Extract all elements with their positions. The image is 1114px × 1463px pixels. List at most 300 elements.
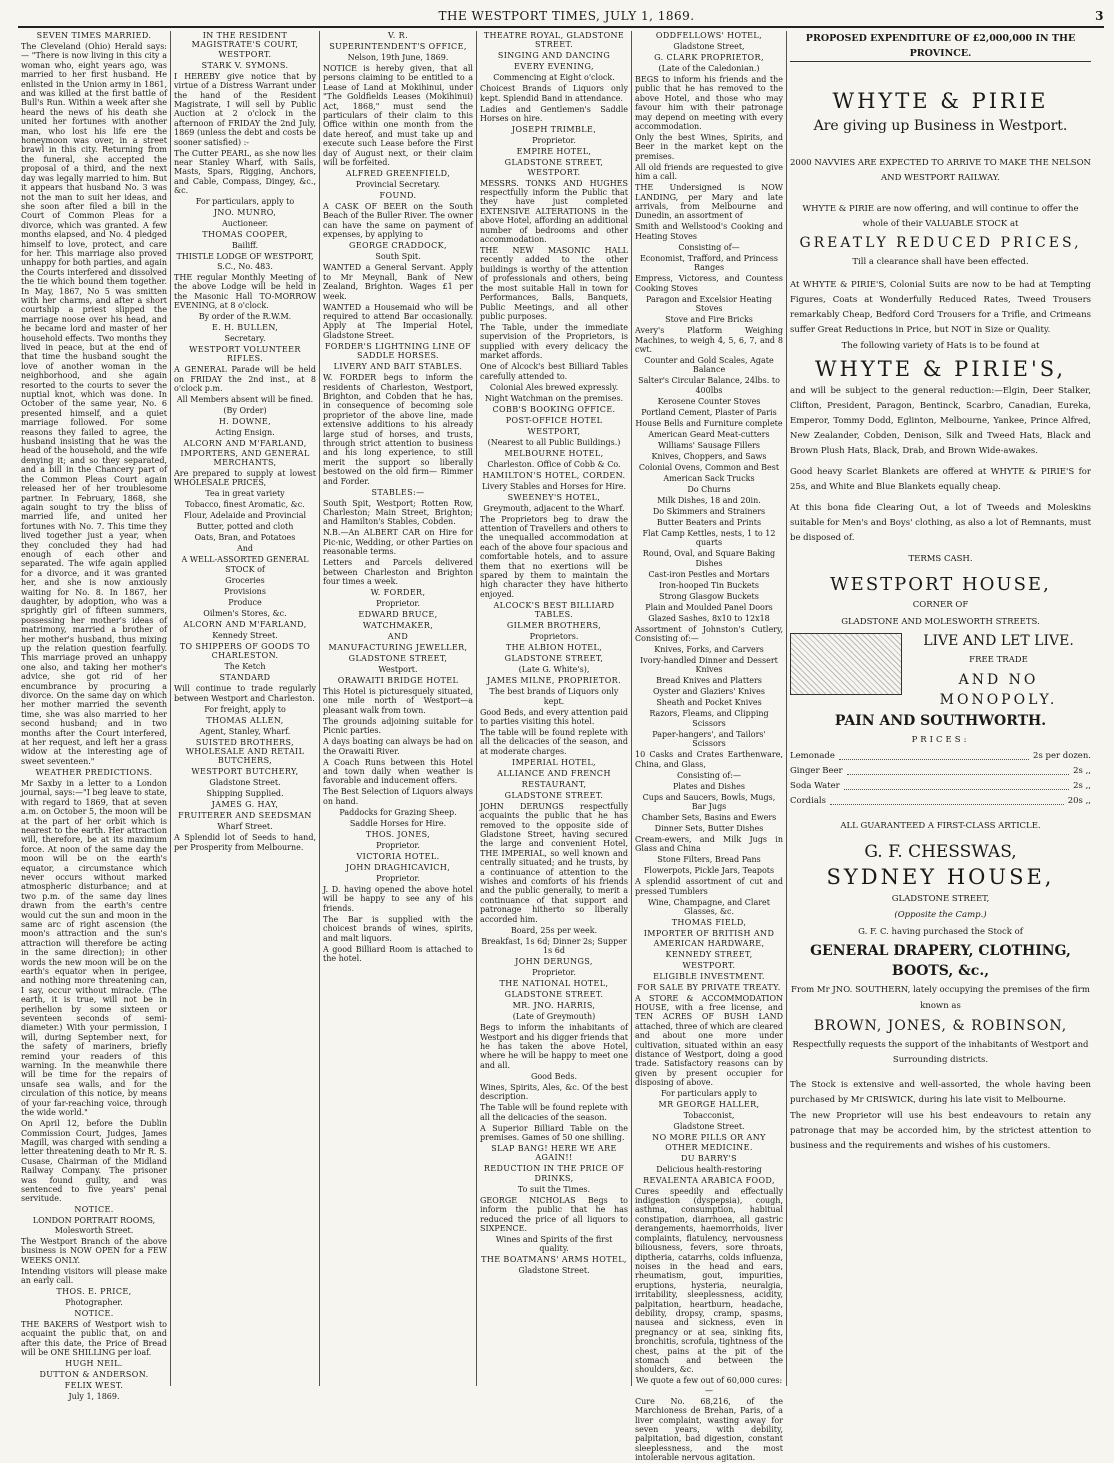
- col2-text-block: A Splendid lot of Seeds to hand, per Prosperity from Melbourne.: [174, 833, 316, 852]
- price-item: Lemonade: [790, 751, 835, 762]
- new-proprietor-text: The new Proprietor will use his best endeavours to retain any patronage that may be accorded him, by the strictest attention to business and the requirements and wishes of his customers.: [790, 1111, 1091, 1152]
- col2-text-block: STANDARD: [219, 673, 271, 683]
- col5-text-block: Economist, Trafford, and Princess Ranges: [639, 253, 779, 273]
- col4-text-block: THEATRE ROYAL, GLADSTONE STREET.: [483, 31, 625, 50]
- col5-text-block: Only the best Wines, Spirits, and Beer in the market kept on the premises.: [635, 133, 783, 161]
- col4-text-block: HAMILTON'S HOTEL, CORDEN.: [482, 470, 626, 480]
- col3-text-block: EDWARD BRUCE,: [358, 610, 438, 620]
- col4-text-block: Good Beds.: [530, 1071, 578, 1081]
- col2-text-block: THE regular Monthly Meeting of the above Lodge will be held in the Masonic Hall TO-MORROW EVENING, at 8 o'clock.: [174, 272, 316, 310]
- col4-text-block: COBB'S BOOKING OFFICE.: [492, 404, 616, 414]
- col3-text-block: A Coach Runs between this Hotel and town daily when weather is favorable and inducement offers.: [323, 757, 473, 786]
- col2-text-block: Groceries: [225, 575, 265, 585]
- hat-list: and will be subject to the general reduction:—Elgin, Deer Stalker, Clifton, President, Paragon, Bentinck, Scarbro, Canadian, Eureka, Emperor, Tommy Dodd, Eglinton, Melbourne, Yankee, Prince Alfred, New Zealander, Cobden, Denison, Silk and Tweed Hats, Black and Brown Plush Hats, Black, Drab, and Brown Wide-awakes.: [790, 385, 1091, 456]
- whyte-pirie-title: WHYTE & PIRIE: [832, 89, 1049, 113]
- column-3: [320, 31, 477, 1386]
- col3-text-block: Paddocks for Grazing Sheep.: [339, 807, 457, 817]
- col4-text-block: Commencing at Eight o'clock.: [493, 73, 615, 83]
- blankets-text: Good heavy Scarlet Blankets are offered at WHYTE & PIRIE'S for 25s, and White and Blue Blankets equally cheap.: [790, 466, 1091, 492]
- col4-text-block: Begs to inform the inhabitants of Westport and his digger friends that he has taken the above Hotel, where he will be happy to meet one and all.: [480, 1023, 628, 1070]
- col5-text-block: KENNEDY STREET,: [665, 949, 753, 959]
- col1-text-block: NOTICE.: [74, 1205, 114, 1215]
- col4-text-block: GLADSTONE STREET, WESTPORT.: [504, 158, 604, 177]
- requests-support: Respectfully requests the support of the inhabitants of Westport and Surrounding districts.: [792, 1039, 1089, 1065]
- col5-text-block: MR GEORGE HALLER,: [658, 1100, 760, 1110]
- col5-text-block: FOR SALE BY PRIVATE TREATY.: [637, 982, 781, 992]
- col5-text-block: BEGS to inform his friends and the public that he has removed to the above Hotel, and those who may favour him with their patronage may depend on meeting with every accommodation.: [635, 75, 783, 132]
- col3-text-block: The Bar is supplied with the choicest brands of wines, spirits, and malt liquors.: [323, 914, 473, 943]
- col4-text-block: POST-OFFICE HOTEL: [505, 415, 603, 425]
- col5-text-block: Counter and Gold Scales, Agate Balance: [644, 355, 774, 375]
- col1-text-block: On April 12, before the Dublin Commission Court, Judges, James Magill, was charged with sending a letter threatening death to Mr R. S. Cusase, Chairman of the Midland Railway Company. The prisoner was found guilty, and was sentenced to five years' penal servitude.: [21, 1119, 167, 1204]
- col4-text-block: The Proprietors beg to draw the attention of Travellers and others to the unequalled accommodation at each of the above four spacious and comfortable hotels, and to assure them that no exertions will be spared by them to maintain the high character they have hitherto enjoyed.: [480, 514, 628, 599]
- terms-cash: TERMS CASH.: [908, 553, 973, 564]
- col4-text-block: To suit the Times.: [517, 1184, 591, 1194]
- col3-text-block: N.B.—An ALBERT CAR on Hire for Pic-nic, Wedding, or other Parties on reasonable terms.: [323, 528, 473, 557]
- col4-text-block: Colonial Ales brewed expressly.: [489, 382, 619, 392]
- col4-text-block: Breakfast, 1s 6d; Dinner 2s; Supper 1s 6d: [481, 936, 627, 956]
- clearing-text: At this bona fide Clearing Out, a lot of Tweeds and Moleskins suitable for Men's and Boys' clothing, as also a lot of Remnants, must be disposed of.: [790, 502, 1091, 543]
- col5-text-block: DU BARRY'S: [680, 1153, 738, 1163]
- col4-text-block: Greymouth, adjacent to the Wharf.: [483, 503, 625, 513]
- col5-text-block: Knives, Forks, and Carvers: [654, 644, 764, 654]
- col5-text-block: Sheath and Pocket Knives: [656, 698, 762, 708]
- col3-text-block: ALFRED GREENFIELD,: [345, 169, 451, 179]
- col4-text-block: Livery Stables and Horses for Hire.: [481, 481, 626, 491]
- price-value: 2s ,,: [1073, 766, 1091, 777]
- guaranteed-text: ALL GUARANTEED A FIRST-CLASS ARTICLE.: [840, 821, 1041, 832]
- col4-text-block: The best brands of Liquors only kept.: [489, 687, 619, 706]
- hats-intro: The following variety of Hats is to be found at: [841, 341, 1040, 352]
- col2-text-block: And: [236, 544, 254, 554]
- col4-text-block: SLAP BANG! HERE WE ARE AGAIN!!: [491, 1143, 617, 1163]
- col5-text-block: Cure No. 68,216, of the Marchioness de Brehan, Paris, of a liver complaint, wasting away for seven years, with debility, palpitation, bad digestion, constant sleeplessness, and the most intolerable nervous agitation.: [635, 1396, 783, 1463]
- col4-text-block: RESTAURANT,: [521, 779, 587, 789]
- col2-text-block: Secretary.: [224, 333, 266, 343]
- col4-text-block: Good Beds, and every attention paid to parties visiting this hotel.: [480, 707, 629, 726]
- col1-text-block: FELIX WEST.: [64, 1381, 124, 1391]
- col4-text-block: THE BOATMANS' ARMS HOTEL,: [481, 1255, 627, 1265]
- price-row: [790, 779, 1091, 794]
- col3-text-block: FOUND.: [379, 191, 417, 201]
- col3-text-block: MANUFACTURING JEWELLER,: [328, 643, 468, 653]
- col3-text-block: V. R.: [387, 31, 409, 40]
- leader-dots: [839, 749, 1029, 760]
- col2-text-block: STARK V. SYMONS.: [201, 60, 289, 70]
- col5-text-block: Gladstone Street,: [673, 42, 745, 51]
- col5-text-block: All old friends are requested to give him a call.: [635, 162, 783, 182]
- col2-text-block: Tea in great variety: [205, 489, 285, 499]
- col1-text-block: Intending visitors will please make an early call.: [21, 1266, 167, 1285]
- col3-text-block: Proprietor.: [376, 873, 420, 883]
- offer-text: WHYTE & PIRIE are now offering, and will continue to offer the whole of their VALUABLE STOCK at: [802, 203, 1079, 229]
- clearance-text: Till a clearance shall have been effected.: [852, 256, 1029, 267]
- col5-text-block: Cream-ewers, and Milk Jugs in Glass and China: [635, 834, 783, 854]
- col5-text-block: Glazed Sashes, 8x10 to 12x18: [648, 613, 770, 623]
- col2-text-block: All Members absent will be fined.: [176, 395, 314, 405]
- known-as: known as: [920, 1001, 961, 1012]
- col5-text-block: House Bells and Furniture complete: [635, 418, 783, 428]
- col1-text-block: LONDON PORTRAIT ROOMS, Molesworth Street.: [32, 1216, 156, 1235]
- col4-text-block: GILMER BROTHERS,: [506, 621, 602, 631]
- col3-text-block: Letters and Parcels delivered between Charleston and Brighton four times a week.: [323, 558, 473, 587]
- col2-text-block: The Cutter PEARL, as she now lies near Stanley Wharf, with Sails, Masts, Spars, Rigging, Anchors, and Cable, Compass, Dingey, &c., &c.: [174, 148, 316, 196]
- purchased-text: G. F. C. having purchased the Stock of: [858, 926, 1023, 937]
- col5-text-block: 10 Casks and Crates Earthenware, China, and Glass,: [635, 750, 783, 769]
- col4-text-block: THE NATIONAL HOTEL,: [499, 979, 609, 989]
- col4-text-block: Gladstone Street.: [518, 1266, 590, 1276]
- col1-text-block: The Westport Branch of the above business is NOW OPEN for a FEW WEEKS ONLY.: [21, 1236, 167, 1265]
- col1-text-block: WEATHER PREDICTIONS.: [35, 767, 153, 777]
- col2-text-block: (By Order): [223, 406, 267, 416]
- col4-text-block: JAMES MILNE, PROPRIETOR.: [486, 676, 622, 686]
- col3-text-block: VICTORIA HOTEL.: [356, 851, 440, 861]
- free-trade: FREE TRADE: [969, 654, 1028, 665]
- col5-text-block: WESTPORT.: [682, 960, 736, 970]
- col2-text-block: A WELL-ASSORTED GENERAL STOCK of: [181, 555, 309, 574]
- live-let-live: LIVE AND LET LIVE.: [923, 633, 1074, 650]
- col5-text-block: Colonial Ovens, Common and Best: [638, 462, 780, 472]
- col3-text-block: SUPERINTENDENT'S OFFICE,: [329, 42, 467, 51]
- col4-text-block: GLADSTONE STREET,: [504, 654, 604, 664]
- col3-text-block: Westport.: [378, 665, 418, 675]
- col1-text-block: NOTICE.: [74, 1308, 114, 1318]
- westport-house-title: WESTPORT HOUSE,: [830, 573, 1051, 595]
- col5-text-block: Dinner Sets, Butter Dishes: [654, 823, 764, 833]
- gladstone-street: GLADSTONE STREET,: [891, 893, 990, 904]
- col4-text-block: (Late of Greymouth): [512, 1012, 596, 1022]
- pain-southworth-title: PAIN AND SOUTHWORTH.: [834, 713, 1047, 730]
- col3-text-block: THOS. JONES,: [365, 829, 431, 839]
- col2-text-block: THOMAS ALLEN,: [206, 715, 284, 725]
- col3-text-block: Proprietor.: [376, 840, 420, 850]
- col5-text-block: Round, Oval, and Square Baking Dishes: [642, 549, 776, 568]
- col2-text-block: Tobacco, finest Aromatic, &c.: [185, 500, 305, 510]
- col3-text-block: A days boating can always be had on the Orawaiti River.: [323, 737, 473, 756]
- col4-text-block: MELBOURNE HOTEL,: [504, 448, 604, 458]
- col4-text-block: (Late G. White's),: [518, 665, 590, 675]
- reduced-prices: GREATLY REDUCED PRICES,: [799, 235, 1082, 252]
- col3-text-block: GLADSTONE STREET,: [348, 654, 448, 664]
- col4-text-block: Proprietor.: [532, 968, 576, 978]
- col2-text-block: IN THE RESIDENT MAGISTRATE'S COURT, WESTPORT.: [191, 31, 299, 59]
- col3-text-block: WATCHMAKER,: [362, 621, 434, 631]
- price-list: [790, 749, 1091, 809]
- col1-text-block: July 1, 1869.: [68, 1392, 120, 1402]
- col5-text-block: Consisting of—: [678, 242, 740, 252]
- col5-text-block: Smith and Wellstood's Cooking and Heating Stoves: [635, 222, 783, 241]
- col2-text-block: Acting Ensign.: [215, 428, 275, 438]
- col4-text-block: One of Alcock's best Billiard Tables carefully attended to.: [480, 362, 628, 381]
- leader-dots: [844, 779, 1069, 790]
- colonial-suits-text: At WHYTE & PIRIE'S, Colonial Suits are now to be had at Tempting Figures, Coats at Wonderfully Reduced Rates, Tweed Trousers remarkably Cheap, Bedford Cord Trousers for a Trifle, and Crimeans suffer Great Reductions in Price, but NOT in Size or Quality.: [790, 279, 1091, 335]
- col2-text-block: Shipping Supplied.: [206, 789, 284, 799]
- col2-text-block: SUISTED BROTHERS, WHOLESALE AND RETAIL BUTCHERS,: [185, 737, 305, 766]
- column-2: [171, 31, 320, 1386]
- column-4: [477, 31, 632, 1386]
- col4-text-block: JOHN DERUNGS,: [515, 957, 593, 967]
- col4-text-block: Wines, Spirits, Ales, &c. Of the best description.: [480, 1082, 628, 1102]
- col3-text-block: Saddle Horses for Hire.: [349, 818, 447, 828]
- col4-text-block: (Nearest to all Public Buildings.): [487, 437, 621, 447]
- page-number: 3: [1095, 9, 1104, 23]
- col3-text-block: Proprietor.: [376, 599, 420, 609]
- col5-text-block: Stone Filters, Bread Pans: [657, 855, 761, 865]
- col4-text-block: Proprietor.: [532, 136, 576, 146]
- col1-text-block: Mr Saxby in a letter to a London journal, says:—"I beg leave to state, with regard to 1869, that at seven a.m. on October 5, the moon will be at the part of her orbit which is nearest to the earth. Her attraction will, therefore, be at its maximum force. At noon of the same day the moon will be on the earth's equator, a circumstance which never occurs without marked atmospheric disturbance; and at two p.m. of the same day lines drawn from the earth's centre would cut the sun and moon in the same arc of right ascension (the moon's attraction and the sun's attraction will therefore be acting in the same direction); in other words the new moon will be on the earth's equator when in perigee, and nothing more threatening can, I say, occur without miracle. (The earth, it is true, will not be in perihelion by some sixteen or seventeen seconds of semi-diameter.) With your permission, I will, during September next, for the safety of mariners, briefly remind your readers of this warning. In the meanwhile there will be time for the repairs of unsafe sea walls, and for the circulation of this notice, by means of your far-reaching voice, through the wide world.": [21, 778, 167, 1118]
- col4-text-block: MESSRS. TONKS AND HUGHES respectfully inform the Public that they have just completed EXTENSIVE ALTERATIONS in the above Hotel, affording an additional number of bedrooms and other accommodation.: [480, 178, 628, 245]
- col4-text-block: Night Watchman on the premises.: [484, 393, 624, 403]
- col3-text-block: South Spit, Westport; Rotten Row, Charleston; Main Street, Brighton; and Hamilton's Stables, Cobden.: [323, 498, 473, 527]
- col2-text-block: Wharf Street.: [217, 822, 273, 832]
- col5-text-block: REVALENTA ARABICA FOOD,: [643, 1175, 775, 1185]
- col3-text-block: LIVERY AND BAIT STABLES.: [333, 362, 463, 372]
- price-row: [790, 749, 1091, 764]
- masthead: [18, 6, 1104, 28]
- col4-text-block: SINGING AND DANCING: [497, 51, 611, 61]
- col2-text-block: Flour, Adelaide and Provincial: [183, 511, 307, 521]
- price-row: [790, 764, 1091, 779]
- col4-text-block: Proprietors.: [529, 632, 579, 642]
- col5-text-block: Knives, Choppers, and Saws: [651, 451, 767, 461]
- col2-text-block: Agent, Stanley, Wharf.: [199, 726, 291, 736]
- col3-text-block: NOTICE is hereby given, that all persons claiming to be entitled to a Lease of Land at Mokihinui, under "The Goldfields Leases (Mokihinui) Act, 1868," must send the particulars of their claim to this Office within one month from the date hereof, and must take up and execute such Lease before the First day of August next, or their claim will be forfeited.: [323, 64, 473, 168]
- col4-text-block: SWEENEY'S HOTEL,: [507, 492, 601, 502]
- col2-text-block: Will continue to trade regularly between Westport and Charleston.: [174, 684, 316, 703]
- col2-text-block: Oilmen's Stores, &c.: [203, 608, 287, 618]
- col4-text-block: JOSEPH TRIMBLE,: [511, 125, 597, 135]
- col5-text-block: Assortment of Johnston's Cutlery, Consisting of:—: [635, 624, 783, 643]
- prices-heading: PRICES:: [911, 734, 970, 745]
- col4-text-block: Ladies and Gentlemen's Saddle Horses on hire.: [480, 104, 628, 124]
- col3-text-block: A good Billiard Room is attached to the hotel.: [323, 944, 473, 963]
- col2-text-block: By order of the R.W.M.: [198, 311, 292, 321]
- col5-text-block: Ivory-handled Dinner and Dessert Knives: [640, 655, 778, 675]
- col5-text-block: A splendid assortment of cut and pressed Tumblers: [635, 877, 783, 896]
- col3-text-block: J. D. having opened the above hotel will be happy to see any of his friends.: [323, 884, 473, 913]
- leader-dots: [847, 764, 1070, 775]
- col5-text-block: THOMAS FIELD,: [671, 918, 747, 928]
- col5-text-block: THE Undersigned is NOW LANDING, per Mary and late arrivals, from Melbourne and Dunedin, an assortment of: [635, 183, 783, 221]
- col2-text-block: TO SHIPPERS OF GOODS TO CHARLESTON.: [179, 641, 311, 661]
- col1-text-block: SEVEN TIMES MARRIED.: [36, 31, 152, 40]
- col5-text-block: ODDFELLOWS' HOTEL,: [655, 31, 763, 40]
- price-value: 20s ,,: [1067, 796, 1091, 807]
- col3-text-block: The grounds adjoining suitable for Picnic parties.: [323, 716, 473, 736]
- col4-text-block: EMPIRE HOTEL,: [516, 147, 592, 157]
- navvies-text: 2000 NAVVIES ARE EXPECTED TO ARRIVE TO MAKE THE NELSON AND WESTPORT RAILWAY.: [790, 157, 1091, 183]
- col2-text-block: THOMAS COOPER,: [202, 230, 288, 240]
- col4-text-block: A Superior Billiard Table on the premises. Games of 50 one shilling.: [480, 1123, 628, 1142]
- col5-text-block: Oyster and Glaziers' Knives: [652, 687, 766, 697]
- col2-text-block: Kennedy Street.: [212, 630, 278, 640]
- col5-text-block: Milk Dishes, 18 and 20in.: [657, 495, 761, 505]
- col2-text-block: FRUITERER AND SEEDSMAN: [178, 811, 312, 821]
- columns: [18, 31, 1104, 1463]
- col5-text-block: Cups and Saucers, Bowls, Mugs, Bar Jugs: [642, 792, 776, 811]
- col5-text-block: Chamber Sets, Basins and Ewers: [641, 812, 777, 822]
- col5-text-block: Iron-hooped Tin Buckets: [659, 580, 759, 590]
- col5-text-block: Strong Glasgow Buckets: [659, 591, 759, 601]
- col4-text-block: Charleston. Office of Cobb & Co.: [487, 459, 621, 469]
- col5-text-block: Empress, Victoress, and Countess Cooking Stoves: [635, 274, 783, 293]
- col5-text-block: Williams' Sausage Fillers: [657, 440, 761, 450]
- price-item: Soda Water: [790, 781, 840, 792]
- chesswas-title: G. F. CHESSWAS,: [864, 842, 1017, 863]
- price-value: 2s ,,: [1073, 781, 1091, 792]
- col4-text-block: ALLIANCE AND FRENCH: [497, 768, 611, 778]
- col3-text-block: A CASK OF BEER on the South Beach of the Buller River. The owner can have the same on payment of expenses, by applying to: [323, 202, 473, 240]
- col3-text-block: JOHN DRAGHICAVICH,: [345, 862, 451, 872]
- col5-text-block: Butter Beaters and Prints: [656, 517, 762, 527]
- col3-text-block: AND: [387, 632, 409, 642]
- no-monopoly: AND NO MONOPOLY.: [939, 671, 1058, 708]
- col4-text-block: Choicest Brands of Liquors only kept. Splendid Band in attendance.: [480, 84, 628, 103]
- col2-text-block: E. H. BULLEN,: [211, 322, 279, 332]
- col1-text-block: HUGH NEIL.: [65, 1359, 123, 1369]
- col5-text-block: Salter's Circular Balance, 24lbs. to 400lbs: [638, 376, 780, 395]
- general-drapery: GENERAL DRAPERY, CLOTHING, BOOTS, &c.,: [810, 943, 1071, 980]
- whyte-pirie-title-2: WHYTE & PIRIE'S,: [814, 356, 1067, 381]
- opposite-camp: (Opposite the Camp.): [894, 910, 987, 921]
- col5-text-block: Flat Camp Kettles, nests, 1 to 12 quarts: [642, 528, 776, 548]
- col5-text-block: NO MORE PILLS OR ANY OTHER MEDICINE.: [652, 1133, 766, 1152]
- col2-text-block: ALCORN AND M'FARLAND,: [183, 619, 307, 629]
- col4-text-block: Wines and Spirits of the first quality.: [495, 1234, 613, 1254]
- corner-of: CORNER OF: [912, 600, 969, 611]
- col1-text-block: Photographer.: [65, 1297, 123, 1307]
- col1-text-block: The Cleveland (Ohio) Herald says:— "There is now living in this city a woman who, eight years ago, was married to her first husband. He enlisted in the Union army in 1861, and was killed at the first battle of Bull's Run. Within a week after she heard the news of his death she united her fortunes with another man, who lost his life ere the honeymoon was over, in a street brawl in this city. Returning from the funeral, she accepted the proposal of a third, and the next day was legally married to him. But it appears that husband No. 3 was not the man to suit her ideas, and she soon after filed a bill in the Court of Common Pleas for a divorce, which was granted. A few months elapsed, and No. 4 pledged himself to love, protect, and care for her. This marriage also proved unhappy for both parties, and again the Courts interfered and dissolved the tie which bound them together. In May, 1867, No 5 was smitten with her charms, and after a short courtship a priest slipped the marriage noose over his head, and he became lord and master of her household effects. Two months they lived in peace, but at the end of that time the husband sought the love of another woman in the neighborhood, and she again resorted to the courts to sever the nuptial knot, which was done. In October of the same year, No. 6 presented himself, and a quiet marriage followed. For some reasons they failed to agree, the husband insisting that he was the head of the household, and the wife denying it; and so they separated, and a bill in the Chancery part of the Common Pleas Court again released her of her troublesome partner. In February, 1868, she again sought to try the bliss of married life, and united her fortunes with No. 7. This time they lived together just a year, when they concluded they had had enough of each other and separated. The wife again applied for a divorce, and it was granted her, and she is now anxiously waiting for No. 8. In 1867, her daughter, by adoption, who was a sprightly girl of fifteen summers, possessing her mother's ideas of matrimony, married a brother of her mother's husband, thus mixing up the relation question fearfully. This marriage proved an unhappy one also, and taking her mother's advice, she got rid of her encumbrance by procuring a divorce. On the same day on which her mother married the seventh time, she was also married to her second husband; and in two months after the Court interfered, at her request, and left her a grass widow at the interesting age of sweet seventeen.": [21, 42, 167, 766]
- col2-text-block: For particulars, apply to: [195, 197, 295, 207]
- expenditure-banner: PROPOSED EXPENDITURE OF £2,000,000 IN THE PROVINCE.: [790, 31, 1091, 62]
- col3-text-block: GEORGE CRADDOCK,: [349, 241, 447, 251]
- col5-text-block: G. CLARK PROPRIETOR,: [654, 53, 764, 62]
- col2-text-block: Provisions: [224, 586, 266, 596]
- col4-text-block: Board, 25s per week.: [510, 925, 598, 935]
- col3-text-block: FORDER'S LIGHTNING LINE OF SADDLE HORSES.: [324, 341, 472, 361]
- masthead-title: THE WESTPORT TIMES, JULY 1, 1869.: [438, 9, 695, 23]
- col4-text-block: MR. JNO. HARRIS,: [512, 1001, 596, 1011]
- col5-text-block: For particulars apply to: [661, 1089, 757, 1099]
- col2-text-block: Bailiff.: [231, 241, 259, 251]
- col5-text-block: Plain and Moulded Panel Doors: [645, 602, 773, 612]
- leader-dots: [830, 794, 1064, 805]
- price-value: 2s per dozen.: [1033, 751, 1091, 762]
- col4-text-block: GLADSTONE STREET.: [504, 990, 604, 1000]
- col4-text-block: The Table will be found replete with all the delicacies of the season.: [480, 1103, 628, 1122]
- col5-text-block: Plates and Dishes: [673, 781, 745, 791]
- col3-text-block: South Spit.: [375, 252, 421, 262]
- col2-text-block: WESTPORT BUTCHERY,: [191, 767, 299, 777]
- col3-text-block: WANTED a General Servant. Apply to Mr Meynall, Bank of New Zealand, Brighton. Wages £1 per week.: [323, 263, 473, 301]
- col5-text-block: Tobacconist,: [683, 1111, 735, 1121]
- col2-text-block: Produce: [228, 597, 262, 607]
- col5-text-block: A STORE & ACCOMMODATION HOUSE, with a free license, and TEN ACRES OF BUSH LAND attached, three of which are cleared and about one more under cultivation, situated within an easy distance of Westport, doing a good trade. Satisfactory reasons can by given by present occupier for disposing of above.: [635, 993, 783, 1088]
- col2-text-block: Gladstone Street.: [209, 778, 281, 788]
- col4-text-block: GLADSTONE STREET.: [504, 790, 604, 800]
- col5-text-block: Paper-hangers', and Tailors' Scissors: [652, 729, 766, 749]
- col5-text-block: Razors, Fleams, and Clipping Scissors: [649, 709, 769, 728]
- col4-text-block: EVERY EVENING,: [514, 62, 594, 72]
- col3-text-block: STABLES:—: [371, 487, 425, 497]
- col1-text-block: DUTTON & ANDERSON.: [39, 1370, 149, 1380]
- col5-text-block: Delicious health-restoring: [656, 1164, 762, 1174]
- col5-text-block: Stove and Fire Bricks: [665, 315, 753, 325]
- stock-text: The Stock is extensive and well-assorted, the whole having been purchased by Mr CRISWICK, during his late visit to Melbourne.: [790, 1079, 1091, 1105]
- col4-text-block: REDUCTION IN THE PRICE OF DRINKS,: [483, 1164, 625, 1183]
- col2-text-block: JNO. MUNRO,: [213, 208, 277, 218]
- col5-text-block: American Sack Trucks: [663, 473, 755, 483]
- col4-text-block: GEORGE NICHOLAS Begs to inform the public that he has reduced the price of all liquors to SIXPENCE.: [480, 1195, 628, 1233]
- col3-text-block: The Best Selection of Liquors always on hand.: [323, 787, 473, 806]
- col3-text-block: Nelson, 19th June, 1869.: [347, 53, 449, 62]
- col2-text-block: THISTLE LODGE OF WESTPORT, S.C., No. 483.: [176, 252, 314, 271]
- col5-text-block: Avery's Platform Weighing Machines, to weigh 4, 5, 6, 7, and 8 cwt.: [635, 326, 783, 354]
- col3-text-block: WANTED a Housemaid who will be required to attend Bar occasionally. Apply at The Imperial Hotel, Gladstone Street.: [323, 302, 473, 340]
- col3-text-block: Provincial Secretary.: [355, 180, 441, 190]
- col3-text-block: W. FORDER begs to inform the residents of Charleston, Westport, Brighton, and Cobden that he has, in consequence of becoming sole proprietor of the above line, made extensive additions to his already large stud of horses, and trusts, through strict attention to business and his long experience, to still merit the support so liberally bestowed on the old firm— Rimmer and Forder.: [323, 373, 473, 486]
- col5-text-block: Do Skimmers and Strainers: [652, 506, 766, 516]
- col4-text-block: The Table, under the immediate supervision of the Proprietors, is supplied with every delicacy the market affords.: [480, 322, 628, 361]
- col2-text-block: A GENERAL Parade will be held on FRIDAY the 2nd inst., at 8 o'clock p.m.: [174, 365, 316, 394]
- price-row: [790, 794, 1091, 809]
- col4-text-block: THE ALBION HOTEL,: [505, 643, 603, 653]
- col5-text-block: ELIGIBLE INVESTMENT.: [653, 971, 765, 981]
- brown-jones-robinson: BROWN, JONES, & ROBINSON,: [813, 1018, 1068, 1035]
- from-text: From Mr JNO. SOUTHERN, lately occupying the premises of the firm: [791, 984, 1090, 995]
- col2-text-block: For freight, apply to: [204, 704, 286, 714]
- engraving-image: [790, 633, 902, 695]
- col5-text-block: Do Churns: [687, 484, 731, 494]
- col2-text-block: Butter, potted and cloth: [196, 522, 294, 532]
- col2-text-block: The Ketch: [224, 662, 266, 672]
- col1-text-block: THE BAKERS of Westport wish to acquaint the public that, on and after this date, the Price of Bread will be ONE SHILLING per loaf.: [21, 1319, 167, 1358]
- col5-text-block: IMPORTER OF BRITISH AND AMERICAN HARDWARE,: [643, 929, 775, 948]
- col1-text-block: THOS. E. PRICE,: [56, 1286, 132, 1296]
- col2-text-block: ALCORN AND M'FARLAND, IMPORTERS, AND GENERAL MERCHANTS,: [180, 439, 310, 467]
- price-item: Ginger Beer: [790, 766, 843, 777]
- col4-text-block: ALCOCK'S BEST BILLIARD TABLES.: [493, 600, 615, 620]
- col2-text-block: Oats, Bran, and Potatoes: [194, 533, 296, 543]
- col5-text-block: Portland Cement, Plaster of Paris: [641, 407, 777, 417]
- col5-text-block: Cast-iron Pestles and Mortars: [648, 569, 770, 579]
- col5-text-block: American Geard Meat-cutters: [648, 429, 770, 439]
- col4-text-block: IMPERIAL HOTEL,: [512, 757, 596, 767]
- col4-text-block: WESTPORT,: [527, 426, 581, 436]
- col5-text-block: Cures speedily and effectually indigestion (dyspepsia), cough, asthma, consumption, habitual constipation, diarrhoea, all gastric derangements, haemorrhoids, liver complaints, flatulency, nervousness biliousness, fevers, sore throats, diptheria, catarrhs, colds influenza, noises in the head and ears, rheumatism, gout, impurities, eruptions, hysteria, neuralgia, irritability, sleeplessness, acidity, palpitation, heartburn, headache, debility, dropsy, cramp, spasms, nausea and sickness, even in pregnancy or at sea, sinking fits, bronchitis, scrofula, tightness of the chest, pains at the pit of the stomach and between the shoulders, &c.: [635, 1186, 783, 1375]
- col2-text-block: JAMES G. HAY,: [211, 800, 279, 810]
- col4-text-block: JOHN DERUNGS respectfully acquaints the public that he has removed to the opposite side of Gladstone Street, having secured the large and convenient Hotel, THE IMPERIAL, so well known and centrally situated; and he trusts, by a continuance of attention to the wishes and comforts of his friends and the public generally, to merit a continuance of that support and patronage hitherto so liberally accorded him.: [480, 801, 628, 924]
- col2-text-block: Auctioneer.: [221, 219, 269, 229]
- col5-text-block: Consisting of:—: [677, 770, 741, 780]
- col5-text-block: Bread Knives and Platters: [656, 676, 762, 686]
- col3-text-block: ORAWAITI BRIDGE HOTEL: [337, 676, 459, 686]
- column-1: [18, 31, 171, 1402]
- col4-text-block: THE NEW MASONIC HALL recently added to the other buildings is worthy of the attention of professionals and others, being the most suitable Hall in town for Performances, Balls, Banquets, Public Meetings, and all other public purposes.: [480, 246, 628, 321]
- col5-text-block: (Late of the Caledonian.): [658, 64, 760, 73]
- col5-text-block: We quote a few out of 60,000 cures:—: [635, 1376, 783, 1395]
- col4-text-block: The table will be found replete with all the delicacies of the season, and at moderate charges.: [480, 728, 628, 756]
- col5-text-block: Kerosene Counter Stoves: [657, 396, 761, 406]
- col5-text-block: Gladstone Street.: [673, 1122, 745, 1132]
- column-6: [787, 31, 1094, 1386]
- column-5: [632, 31, 787, 1463]
- col3-text-block: This Hotel is picturesquely situated, one mile north of Westport—a pleasant walk from town.: [323, 687, 473, 715]
- col3-text-block: W. FORDER,: [370, 588, 426, 598]
- col2-text-block: Are prepared to supply at lowest WHOLESALE PRICES,: [174, 468, 316, 488]
- price-item: Cordials: [790, 796, 826, 807]
- col2-text-block: H. DOWNE,: [218, 417, 272, 427]
